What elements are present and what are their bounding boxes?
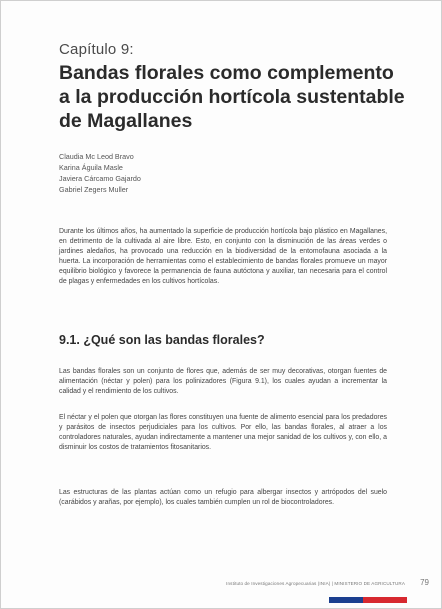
author-name: Karina Águila Masle <box>59 163 123 172</box>
footer-blue-stripe <box>329 597 363 603</box>
author-name: Gabriel Zegers Muller <box>59 185 129 194</box>
author-list <box>59 151 359 195</box>
body-paragraph: Las estructuras de las plantas actúan como un refugio para albergar insectos y artrópodos del suelo (carábidos y arañas, por ejemplo), los cuales también cumplen un rol de biocontroladores. <box>59 489 387 507</box>
body-paragraph: Las bandas florales son un conjunto de flores que, además de ser muy decorativas, otorgan fuentes de alimentación (néctar y polen) para los polinizadores (Figura 9.1), los cuales ayudan a incrementar la calidad y el rendimiento de los cultivos. <box>59 368 387 396</box>
author-name: Claudia Mc Leod Bravo <box>59 152 134 161</box>
footer-institution: Instituto de Investigaciones Agropecuarias (INIA) | MINISTERIO DE AGRICULTURA <box>226 581 405 586</box>
author-name: Javiera Cárcamo Gajardo <box>59 174 141 183</box>
page-number: 79 <box>420 578 429 587</box>
chapter-title: Bandas florales como complemento a la producción hortícola sustentable de Magallanes <box>59 62 405 132</box>
intro-paragraph: Durante los últimos años, ha aumentado la superficie de producción hortícola bajo plástico en Magallanes, en detrimento de la cultivada al aire libre. Esto, en conjunto con la disminución de las áreas verdes o jardines aledaños, ha provocado una reducción en la biodiversidad de la entomofauna asociada a la huerta. La incorporación de herramientas como el establecimiento de bandas florales promueve un mayor equilibrio biológico y favorece la permanencia de fauna autóctona y auxiliar, tan necesaria para el control de plagas y enfermedades en los cultivos hortícolas. <box>59 228 387 286</box>
section-title: 9.1. ¿Qué son las bandas florales? <box>59 333 265 347</box>
body-paragraph: El néctar y el polen que otorgan las flores constituyen una fuente de alimento esencial para los predadores y parásitos de insectos perjudiciales para los cultivos. Por ello, las bandas florales, al atraer a los controladores naturales, ayudan indirectamente a mantener una mejor sanidad de los cultivos y, con ello, a disminuir los costos de tratamientos fitosanitarios. <box>59 414 387 452</box>
footer-color-bar <box>1 597 441 603</box>
footer-red-stripe <box>363 597 407 603</box>
chapter-label: Capítulo 9: <box>59 41 134 58</box>
